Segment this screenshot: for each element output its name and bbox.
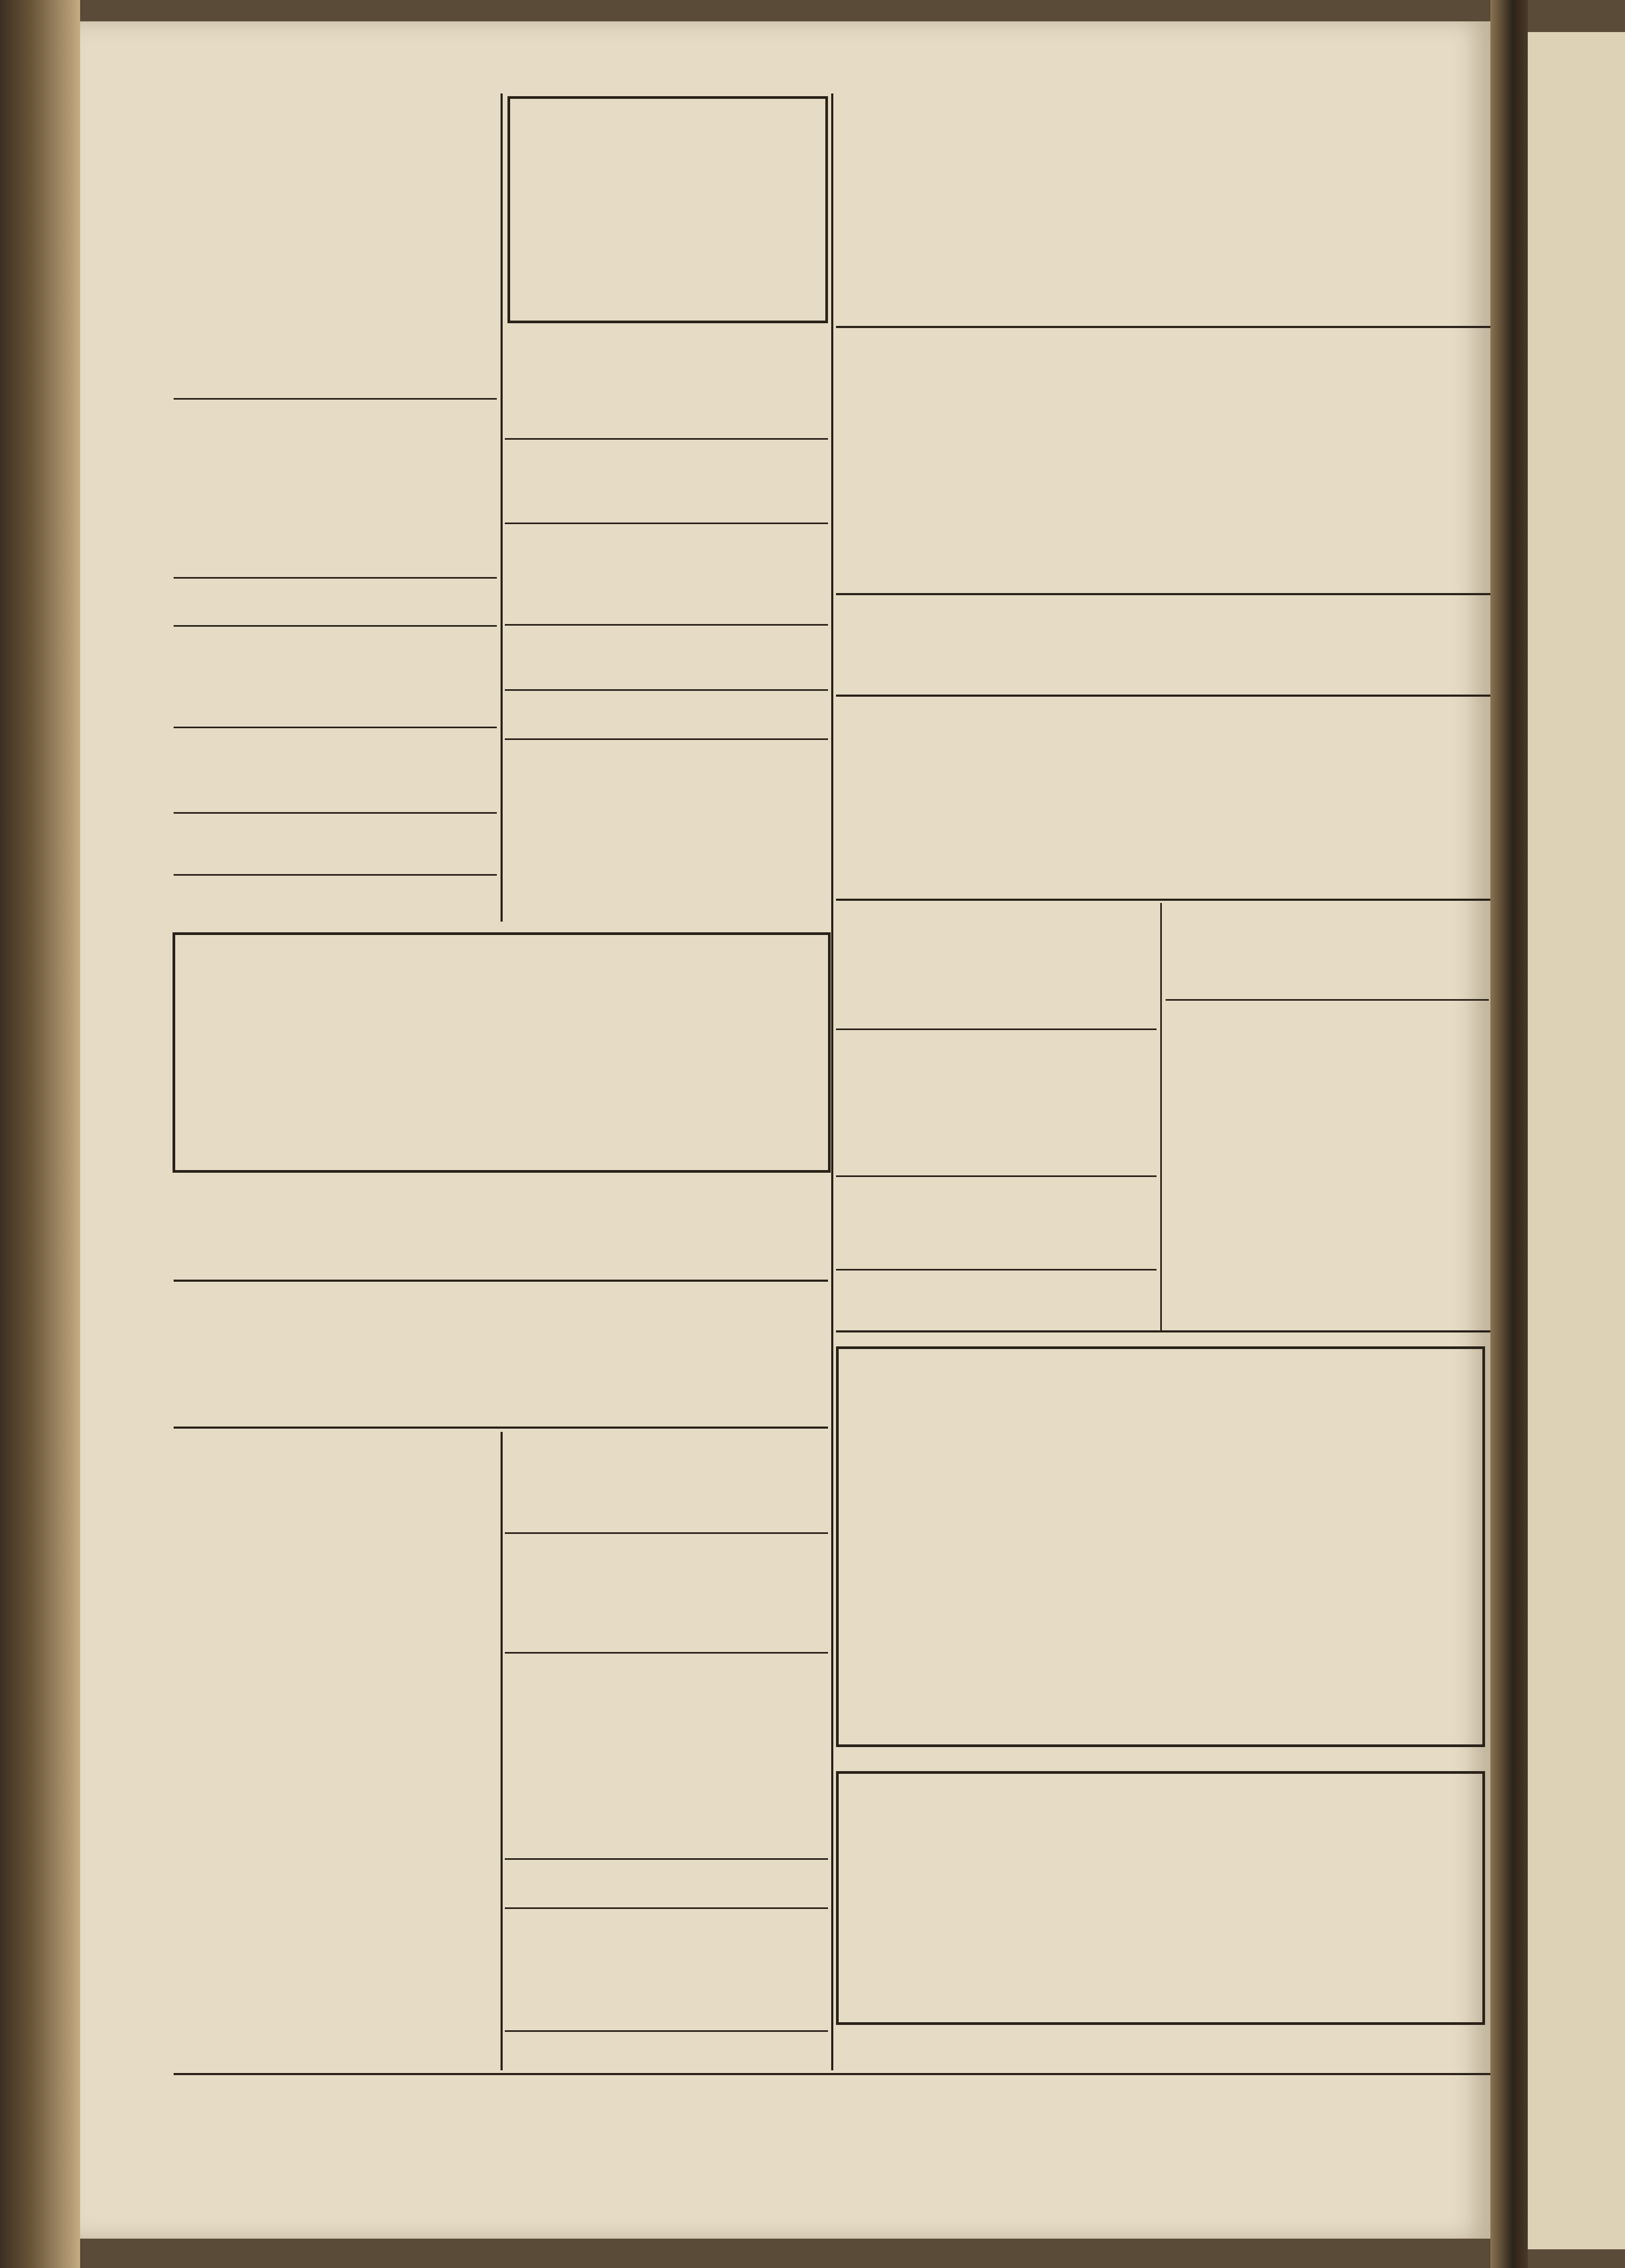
rule (836, 593, 1490, 595)
rule (174, 398, 497, 400)
ad-sofort-geholfen-box (507, 96, 828, 323)
rule (174, 1427, 828, 1429)
ad-kaiserschnaps (171, 582, 497, 630)
ad-dienstmaedchen (836, 1273, 1157, 1326)
ad-schlosserei (836, 700, 1490, 898)
ad-huehnerhund (505, 1912, 828, 2035)
ad-familienlogis (836, 1179, 1157, 1273)
section-title-feilgebotenes (171, 409, 497, 441)
ad-kreppeln (171, 816, 497, 880)
ad-neubau (505, 1432, 828, 1539)
rule (505, 1532, 828, 1534)
rule (505, 624, 828, 626)
ad-theater (1183, 1004, 1489, 1330)
ad-leichenfrau (836, 1032, 1157, 1179)
rule (505, 523, 828, 524)
rule (174, 625, 497, 627)
rule (505, 689, 828, 691)
rath-body (181, 1071, 822, 1167)
ad-lebkuchen (171, 630, 497, 727)
central-inner (847, 1777, 1474, 2017)
ad-lehrling (505, 1862, 828, 1905)
next-page-fragment (1528, 32, 1625, 2249)
rule (836, 695, 1490, 697)
rath-right (373, 938, 822, 1045)
ad-bandwurm (836, 906, 1157, 1028)
ad-reflectoren (171, 732, 497, 812)
rule (174, 874, 497, 876)
rule (505, 1858, 828, 1860)
ad-heu (171, 877, 497, 920)
ad-kerzen (505, 693, 828, 736)
section-title-vermischte (505, 1539, 828, 1571)
annon-inner (847, 1354, 1474, 1739)
rule (505, 438, 828, 440)
ad-central-bureau-box (836, 1771, 1485, 2025)
ad-tuch-lager (198, 1285, 825, 1424)
rule (174, 812, 497, 814)
ad-leberthran (505, 628, 828, 692)
rule (836, 899, 1490, 901)
ad-zwei-lehrer (836, 334, 1490, 590)
rule (836, 326, 1490, 328)
ad-junger-mann (505, 1576, 828, 1651)
rule (836, 1330, 1490, 1332)
rule (174, 577, 497, 579)
ad-haus-verkauf (505, 743, 828, 922)
rule (505, 2030, 828, 2032)
rule (1166, 999, 1489, 1001)
rule (836, 1269, 1157, 1271)
column-rule-1b (501, 1432, 503, 2070)
column-rule-2 (831, 93, 833, 2070)
rule (174, 2073, 1490, 2075)
ad-rath-und-huelfe-box (173, 932, 831, 1173)
rule (505, 1907, 828, 1909)
rule (174, 727, 497, 728)
rule (836, 1175, 1157, 1177)
ad-kreppel (526, 443, 828, 524)
book-spine (0, 0, 80, 2268)
ad-consum-verein (1166, 906, 1489, 999)
column-rule-1 (501, 93, 503, 922)
rule (505, 738, 828, 740)
ad-persons-count (181, 1045, 822, 1071)
ad-schellfische (505, 331, 828, 438)
ad-fuhr-lanterns (192, 446, 497, 585)
column-rule-3 (1160, 903, 1162, 1330)
vermiethungen-list (171, 1467, 498, 2076)
timber-sale-notice (171, 91, 497, 390)
ad-entbindungs-anstalt (836, 598, 1490, 689)
rule (505, 1652, 828, 1654)
rath-title (181, 940, 362, 1031)
notice-handelsverein (836, 91, 1490, 321)
ad-haeckselmaschinen (176, 1194, 825, 1280)
book-gutter (1490, 0, 1528, 2268)
rule (174, 1280, 828, 1282)
ad-annoncen-bureau-box (836, 1346, 1485, 1747)
ad-samen (505, 528, 828, 624)
section-title-vermiethungen (171, 1432, 497, 1464)
ad-drei-thaler (505, 1656, 828, 1859)
ad-maedchen (505, 2033, 828, 2076)
rule (836, 1028, 1157, 1030)
